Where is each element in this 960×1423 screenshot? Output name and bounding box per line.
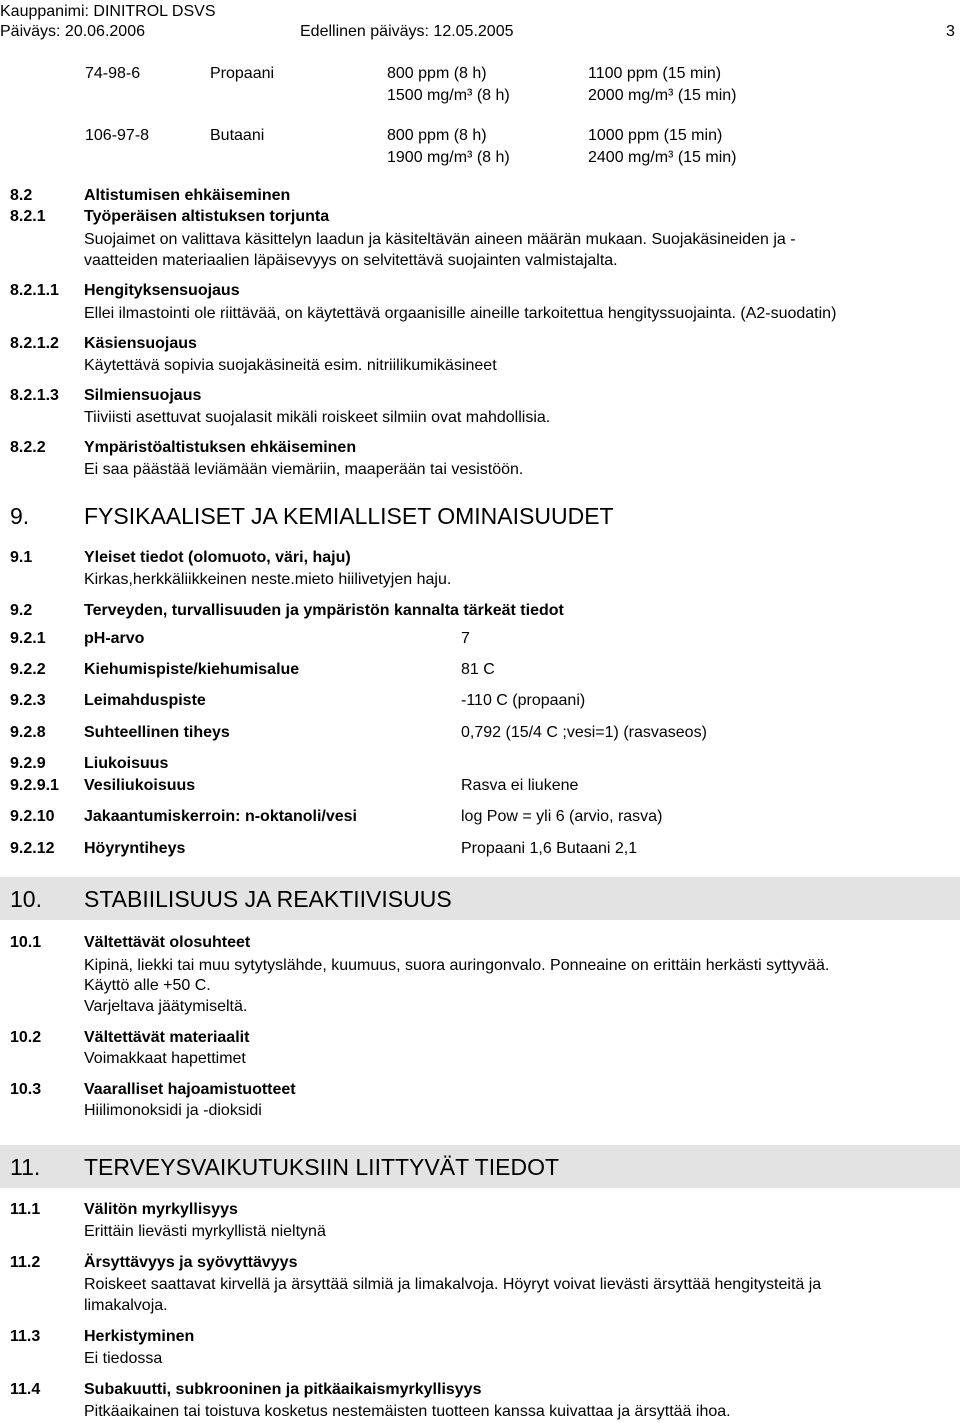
property-label: Vesiliukoisuus <box>84 777 196 794</box>
limit-twa-ppm: 800 ppm (8 h) <box>387 127 487 144</box>
section-text: Kirkas,herkkäliikkeinen neste.mieto hiilivetyjen haju. <box>84 571 452 588</box>
chapter-heading: FYSIKAALISET JA KEMIALLISET OMINAISUUDET <box>84 503 614 529</box>
section-heading: Vältettävät olosuhteet <box>84 934 251 951</box>
section-number: 10.2 <box>10 1029 42 1046</box>
section-text: Ei saa päästää leviämään viemäriin, maaperään tai vesistöön. <box>84 461 524 478</box>
property-number: 9.2.8 <box>10 724 46 741</box>
section-text: Voimakkaat hapettimet <box>84 1050 246 1067</box>
limit-twa-mg: 1900 mg/m³ (8 h) <box>387 149 510 166</box>
limit-twa-mg: 1500 mg/m³ (8 h) <box>387 87 510 104</box>
section-text: Suojaimet on valittava käsittelyn laadun ja käsiteltävän aineen määrän mukaan. Suojakäsineiden ja - <box>84 231 796 248</box>
section-text: vaatteiden materiaalien läpäisevyys on selvitettävä suojainten valmistajalta. <box>84 252 618 269</box>
cas-number: 106-97-8 <box>85 127 150 144</box>
section-number: 8.2 <box>10 187 33 204</box>
section-heading: Vaaralliset hajoamistuotteet <box>84 1081 296 1098</box>
section-text: Kipinä, liekki tai muu sytytyslähde, kuumuus, suora auringonvalo. Ponneaine on erittäin herkästi syttyvää. <box>84 957 830 974</box>
property-number: 9.2.2 <box>10 661 46 678</box>
property-label: Suhteellinen tiheys <box>84 724 230 741</box>
section-number: 8.2.2 <box>10 439 46 456</box>
property-label: Jakaantumiskerroin: n-oktanoli/vesi <box>84 808 357 825</box>
section-heading: Työperäisen altistuksen torjunta <box>84 208 330 225</box>
section-text: Erittäin lievästi myrkyllistä nieltynä <box>84 1223 326 1240</box>
cas-number: 74-98-6 <box>85 65 141 82</box>
limit-stel-ppm: 1000 ppm (15 min) <box>588 127 723 144</box>
limit-stel-mg: 2000 mg/m³ (15 min) <box>588 87 737 104</box>
section-number: 8.2.1.2 <box>10 335 59 352</box>
property-value: -110 C (propaani) <box>461 692 586 709</box>
property-label: Höyryntiheys <box>84 840 186 857</box>
section-heading: Ympäristöaltistuksen ehkäiseminen <box>84 439 357 456</box>
property-number: 9.2.12 <box>10 840 55 857</box>
section-text: Roiskeet saattavat kirvellä ja ärsyttää silmiä ja limakalvoja. Höyryt voivat lievästi ärsyttää hengitysteitä ja <box>84 1276 822 1293</box>
section-text: limakalvoja. <box>84 1297 168 1314</box>
section-number: 10.3 <box>10 1081 42 1098</box>
property-value: Rasva ei liukene <box>461 777 579 794</box>
section-number: 8.2.1.1 <box>10 282 59 299</box>
property-value: log Pow = yli 6 (arvio, rasva) <box>461 808 663 825</box>
chapter-heading: TERVEYSVAIKUTUKSIIN LIITTYVÄT TIEDOT <box>84 1154 560 1180</box>
section-heading: Herkistyminen <box>84 1328 195 1345</box>
section-heading: Subakuutti, subkrooninen ja pitkäaikaismyrkyllisyys <box>84 1381 482 1398</box>
property-value: Propaani 1,6 Butaani 2,1 <box>461 840 638 857</box>
property-number: 9.2.1 <box>10 630 46 647</box>
section-number: 8.2.1.3 <box>10 387 59 404</box>
section-heading: Ärsyttävyys ja syövyttävyys <box>84 1254 298 1271</box>
section-text: Ei tiedossa <box>84 1350 163 1367</box>
limit-twa-ppm: 800 ppm (8 h) <box>387 65 487 82</box>
section-text: Tiiviisti asettuvat suojalasit mikäli roiskeet silmiin ovat mahdollisia. <box>84 409 551 426</box>
property-label: Liukoisuus <box>84 755 169 772</box>
section-heading: Terveyden, turvallisuuden ja ympäristön kannalta tärkeät tiedot <box>84 602 564 619</box>
section-number: 11.4 <box>10 1381 41 1398</box>
property-label: pH-arvo <box>84 630 145 647</box>
section-number: 11.1 <box>10 1201 41 1218</box>
manufacturer-label: Kauppanimi: DINITROL DSVS <box>0 3 216 20</box>
section-text: Käytettävä sopivia suojakäsineitä esim. nitriilikumikäsineet <box>84 357 497 374</box>
property-value: 81 C <box>461 661 495 678</box>
property-label: Kiehumispiste/kiehumisalue <box>84 661 300 678</box>
section-text: Varjeltava jäätymiseltä. <box>84 998 248 1015</box>
section-number: 11.3 <box>10 1328 41 1345</box>
previous-date-label: Edellinen päiväys: 12.05.2005 <box>300 23 514 40</box>
section-heading: Vältettävät materiaalit <box>84 1029 250 1046</box>
substance-name: Propaani <box>210 65 275 82</box>
chapter-number: 10. <box>10 886 42 912</box>
section-text: Ellei ilmastointi ole riittävää, on käytettävä orgaanisille aineille tarkoitettua hengityssuojainta. (A2-suodatin) <box>84 305 837 322</box>
section-heading: Silmiensuojaus <box>84 387 202 404</box>
property-value: 7 <box>461 630 470 647</box>
limit-stel-mg: 2400 mg/m³ (15 min) <box>588 149 737 166</box>
property-label: Leimahduspiste <box>84 692 206 709</box>
section-heading: Altistumisen ehkäiseminen <box>84 187 291 204</box>
page-number: 3 <box>946 23 955 40</box>
section-number: 9.1 <box>10 549 33 566</box>
section-number: 9.2 <box>10 602 33 619</box>
chapter-number: 9. <box>10 503 30 529</box>
section-number: 11.2 <box>10 1254 41 1271</box>
section-number: 8.2.1 <box>10 208 46 225</box>
limit-stel-ppm: 1100 ppm (15 min) <box>588 65 722 82</box>
section-heading: Hengityksensuojaus <box>84 282 240 299</box>
property-number: 9.2.3 <box>10 692 46 709</box>
section-heading: Välitön myrkyllisyys <box>84 1201 238 1218</box>
section-text: Käyttö alle +50 C. <box>84 977 211 994</box>
section-text: Hiilimonoksidi ja -dioksidi <box>84 1102 262 1119</box>
property-number: 9.2.9.1 <box>10 777 59 794</box>
chapter-number: 11. <box>10 1154 41 1180</box>
section-number: 10.1 <box>10 934 42 951</box>
section-heading: Käsiensuojaus <box>84 335 197 352</box>
property-value: 0,792 (15/4 C ;vesi=1) (rasvaseos) <box>461 724 707 741</box>
chapter-heading: STABIILISUUS JA REAKTIIVISUUS <box>84 886 452 912</box>
date-label: Päiväys: 20.06.2006 <box>0 23 145 40</box>
section-heading: Yleiset tiedot (olomuoto, väri, haju) <box>84 549 351 566</box>
section-text: Pitkäaikainen tai toistuva kosketus nestemäisten tuotteen kanssa kuivattaa ja ärsyttää ihoa. <box>84 1403 731 1420</box>
property-number: 9.2.9 <box>10 755 46 772</box>
substance-name: Butaani <box>210 127 265 144</box>
property-number: 9.2.10 <box>10 808 55 825</box>
